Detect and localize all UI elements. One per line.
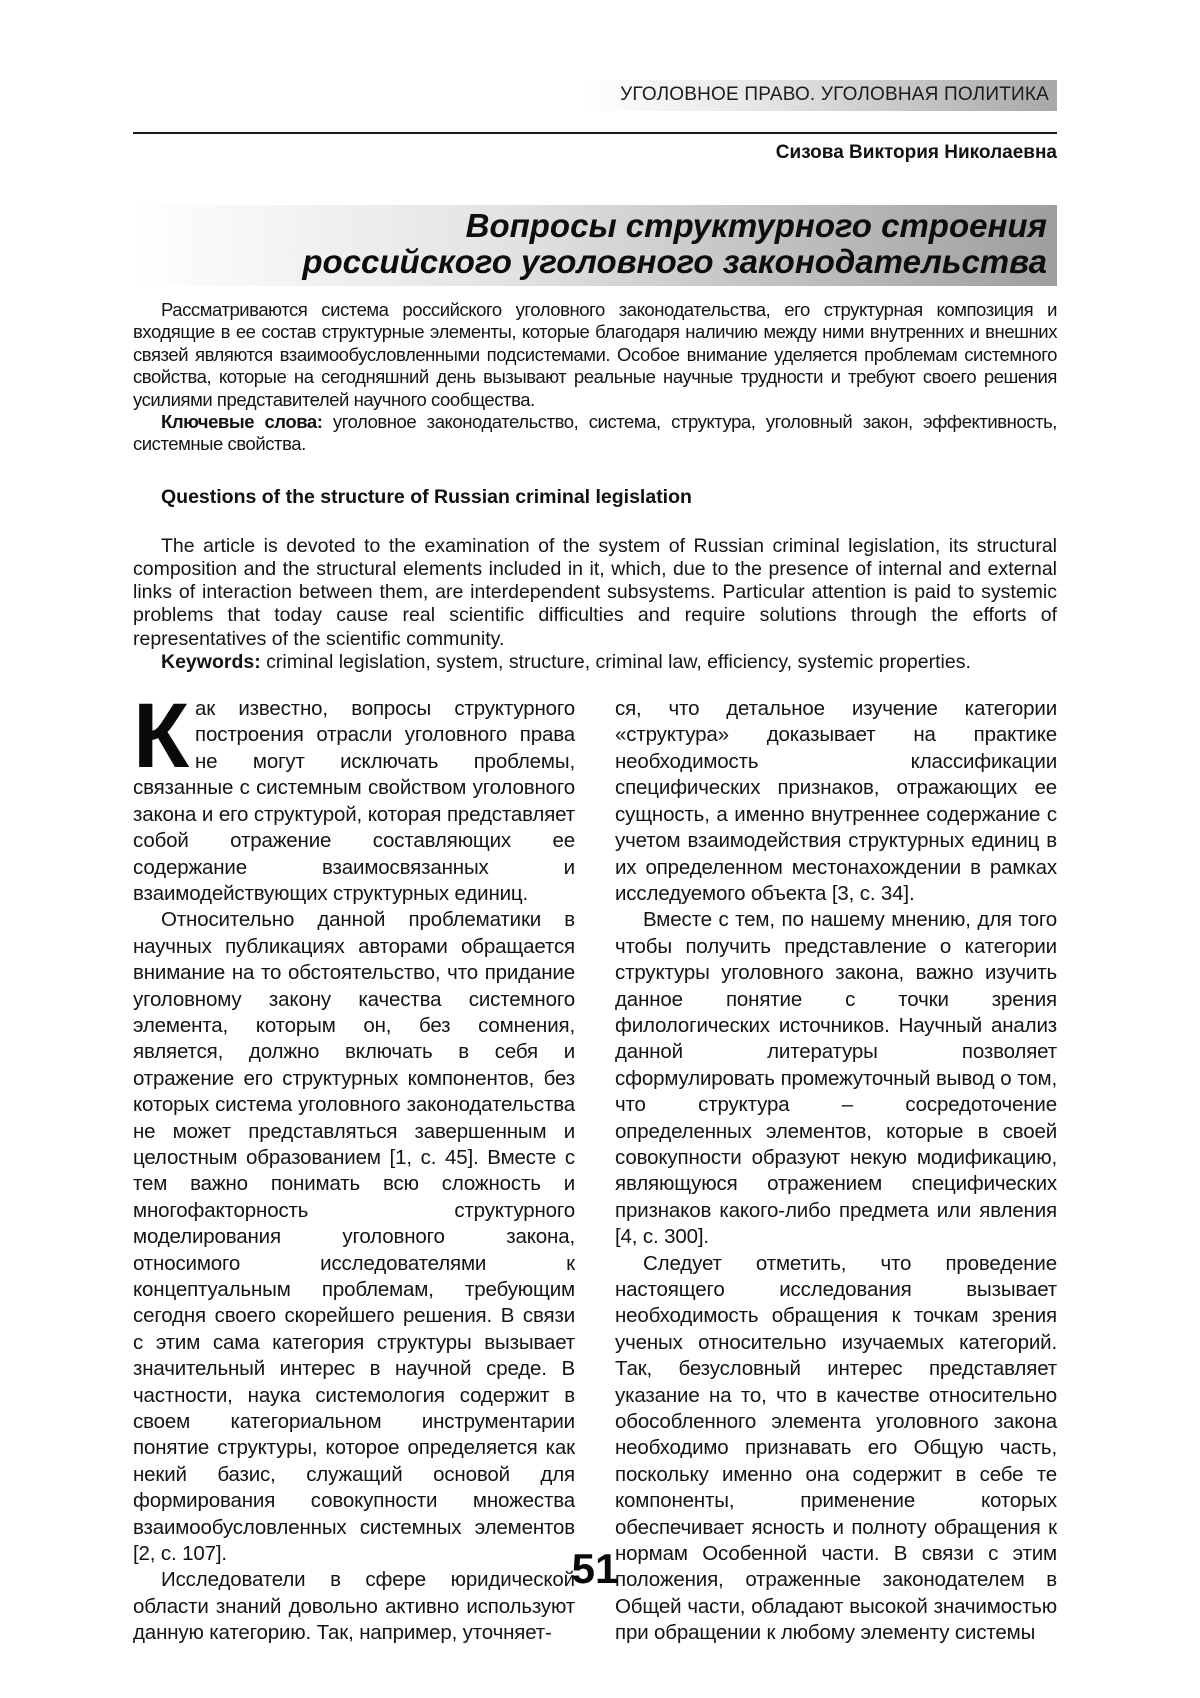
article-title-line-1: Вопросы структурного строения [465,207,1047,244]
page-content [133,0,1057,1647]
keywords-russian-list: уголовное законодательство, система, структура, уголовный закон, эффективность, системные свойства. [133,411,1057,455]
abstract-english-text: The article is devoted to the examination of the system of Russian criminal legislation, its structural composition and the structural elements included in it, which, due to the presence of internal and external links of interaction between them, are interdependent subsystems. Particular attention is paid to systemic problems that today cause real scientific difficulties and require solutions through the efforts of representatives of the scientific community. [133,534,1057,650]
paragraph-right-1: ся, что детальное изучение категории «структура» доказывает на практике необходимость классификации специфических признаков, отражающих ее сущность, а именно внутреннее содержание с учетом взаимодействия структурных единиц в их определенном местонахождении в рамках исследуемого объекта [3, с. 34]. [615,697,1057,905]
body-column-left [133,685,575,1647]
page-number: 51 [571,1545,619,1592]
abstract-russian [133,299,1057,456]
body-columns [133,685,1057,1647]
body-column-right [615,696,1057,1647]
keywords-english [133,651,1057,674]
keywords-russian-label: Ключевые слова: [161,411,323,433]
header-divider [133,132,1057,134]
paragraph-left-1: ак известно, вопросы структурного построения отрасли уголовного права не могут исключать проблемы, связанные с системным свойством уголовного закона и его структурой, которая представляет собой отражение составляющих ее содержание взаимосвязанных и взаимодействующих структурных единиц. [133,697,575,905]
article-title-block [133,205,1057,286]
keywords-russian [133,411,1057,456]
section-heading-badge: УГОЛОВНОЕ ПРАВО. УГОЛОВНАЯ ПОЛИТИКА [580,80,1057,111]
abstract-english [133,535,1057,674]
keywords-english-list: criminal legislation, system, structure, criminal law, efficiency, systemic properties. [260,650,971,673]
abstract-russian-text: Рассматриваются система российского уголовного законодательства, его структурная композиция и входящие в ее состав структурные элементы, которые благодаря наличию между ними внутренних и внешних связей являются взаимообусловленными подсистемами. Особое внимание уделяется проблемам системного свойства, которые на сегодняшний день вызывают реальные научные трудности и требуют своего решения усилиями представителей научного сообщества. [133,299,1057,410]
paragraph-left-3: Исследователи в сфере юридической области знаний довольно активно используют данную категорию. Так, например, уточняет- [133,1568,575,1645]
author-name: Сизова Виктория Николаевна [775,142,1057,163]
drop-cap-letter: К [133,685,190,788]
article-title-line-2: российского уголовного законодательства [302,243,1047,280]
paragraph-right-2: Вместе с тем, по нашему мнению, для того чтобы получить представление о категории структуры уголовного закона, важно изучить данное понятие с точки зрения филологических источников. Научный анализ данной литературы позволяет сформулировать промежуточный вывод о том, что структура – сосредоточение определенных элементов, которые в своей совокупности образуют некую модификацию, являющуюся отражением специфических признаков какого-либо предмета или явления [4, с. 300]. [615,908,1057,1249]
keywords-english-label: Keywords: [161,650,261,673]
title-english: Questions of the structure of Russian criminal legislation [161,485,692,508]
paragraph-dropcap [133,685,575,907]
paragraph-right-3: Следует отметить, что проведение настоящего исследования вызывает необходимость обращения к точкам зрения ученых относительно изучаемых категорий. Так, безусловный интерес представляет указание на то, что в качестве относительно обособленного элемента уголовного закона необходимо признавать его Общую часть, поскольку именно она содержит в себе те компоненты, применение которых обеспечивает ясность и полноту обращения к нормам Особенной части. В связи с этим положения, отраженные законодателем в Общей части, обладают высокой значимостью при обращении к любому элементу системы [615,1251,1057,1645]
rubric-row [133,80,1057,111]
paragraph-left-2: Относительно данной проблематики в научных публикациях авторами обращается внимание на то обстоятельство, что придание уголовному закону качества системного элемента, которым он, без сомнения, является, должно включать в себя и отражение его структурных компонентов, без которых система уголовного законодательства не может представляться завершенным и целостным образованием [1, с. 45]. Вместе с тем важно понимать всю сложность и многофакторность структурного моделирования уголовного закона, относимого исследователями к концептуальным проблемам, требующим сегодня своего скорейшего решения. В связи с этим сама категория структуры вызывает значительный интерес в научной среде. В частности, наука системология содержит в своем категориальном инструментарии понятие структуры, которое определяется как некий базис, служащий основой для формирования совокупности множества взаимообусловленных системных элементов [2, с. 107]. [133,908,575,1566]
